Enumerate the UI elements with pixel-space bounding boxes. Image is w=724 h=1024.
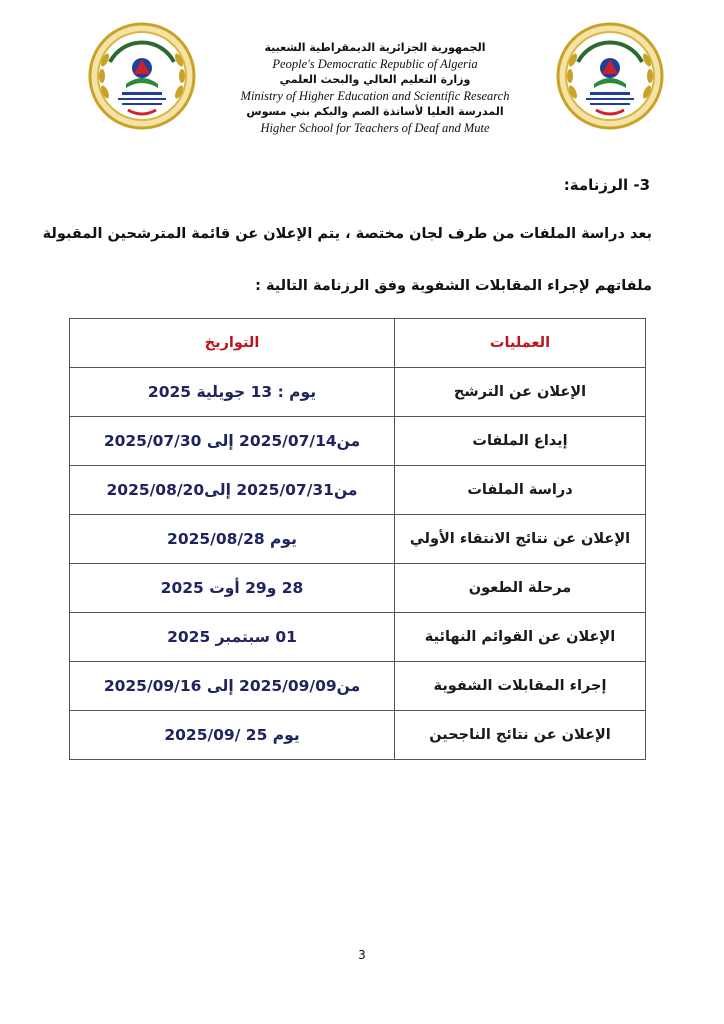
page-number: 3 [358,948,366,962]
operation-cell: إيداع الملفات [395,417,646,466]
school-ar: المدرسة العليا لأساتذة الصم والبكم بني مسوس [246,105,504,118]
section-title: 3- الرزنامة: [563,176,650,194]
school-en: Higher School for Teachers of Deaf and Mute [260,121,490,135]
date-cell: يوم 25 /2025/09 [70,711,395,760]
operation-cell: الإعلان عن القوائم النهائية [395,613,646,662]
table-row [70,662,646,711]
school-logo-right [556,22,664,130]
schedule-table [69,318,646,760]
table-row [70,417,646,466]
header-dates: التواريخ [70,319,395,368]
date-cell: 28 و29 أوت 2025 [70,564,395,613]
intro-paragraph-line-2: ملفاتهم لإجراء المقابلات الشفوية وفق الرزنامة التالية : [255,278,652,294]
table-header-row [70,319,646,368]
school-emblem-icon [88,22,196,130]
date-cell: يوم 2025/08/28 [70,515,395,564]
date-cell: من2025/07/31 إلى2025/08/20 [70,466,395,515]
ministry-en: Ministry of Higher Education and Scientific Research [240,89,510,103]
table-row [70,466,646,515]
operation-cell: الإعلان عن نتائج الناجحين [395,711,646,760]
school-logo-left [88,22,196,130]
republic-en: People's Democratic Republic of Algeria [272,57,478,71]
republic-ar: الجمهورية الجزائرية الديمقراطية الشعبية [264,41,486,54]
table-row [70,515,646,564]
letterhead [190,40,560,136]
intro-paragraph-line-1: بعد دراسة الملفات من طرف لجان مختصة ، يتم الإعلان عن قائمة المترشحين المقبولة [42,226,652,242]
school-emblem-icon [556,22,664,130]
ministry-ar: وزارة التعليم العالي والبحث العلمي [279,73,471,86]
operation-cell: الإعلان عن الترشح [395,368,646,417]
operation-cell: إجراء المقابلات الشفوية [395,662,646,711]
date-cell: من2025/09/09 إلى 2025/09/16 [70,662,395,711]
date-cell: من2025/07/14 إلى 2025/07/30 [70,417,395,466]
operation-cell: الإعلان عن نتائج الانتقاء الأولي [395,515,646,564]
date-cell: يوم : 13 جويلية 2025 [70,368,395,417]
table-row [70,368,646,417]
table-row [70,613,646,662]
operation-cell: مرحلة الطعون [395,564,646,613]
date-cell: 01 سبتمبر 2025 [70,613,395,662]
table-row [70,564,646,613]
header-operations: العمليات [395,319,646,368]
table-row [70,711,646,760]
operation-cell: دراسة الملفات [395,466,646,515]
